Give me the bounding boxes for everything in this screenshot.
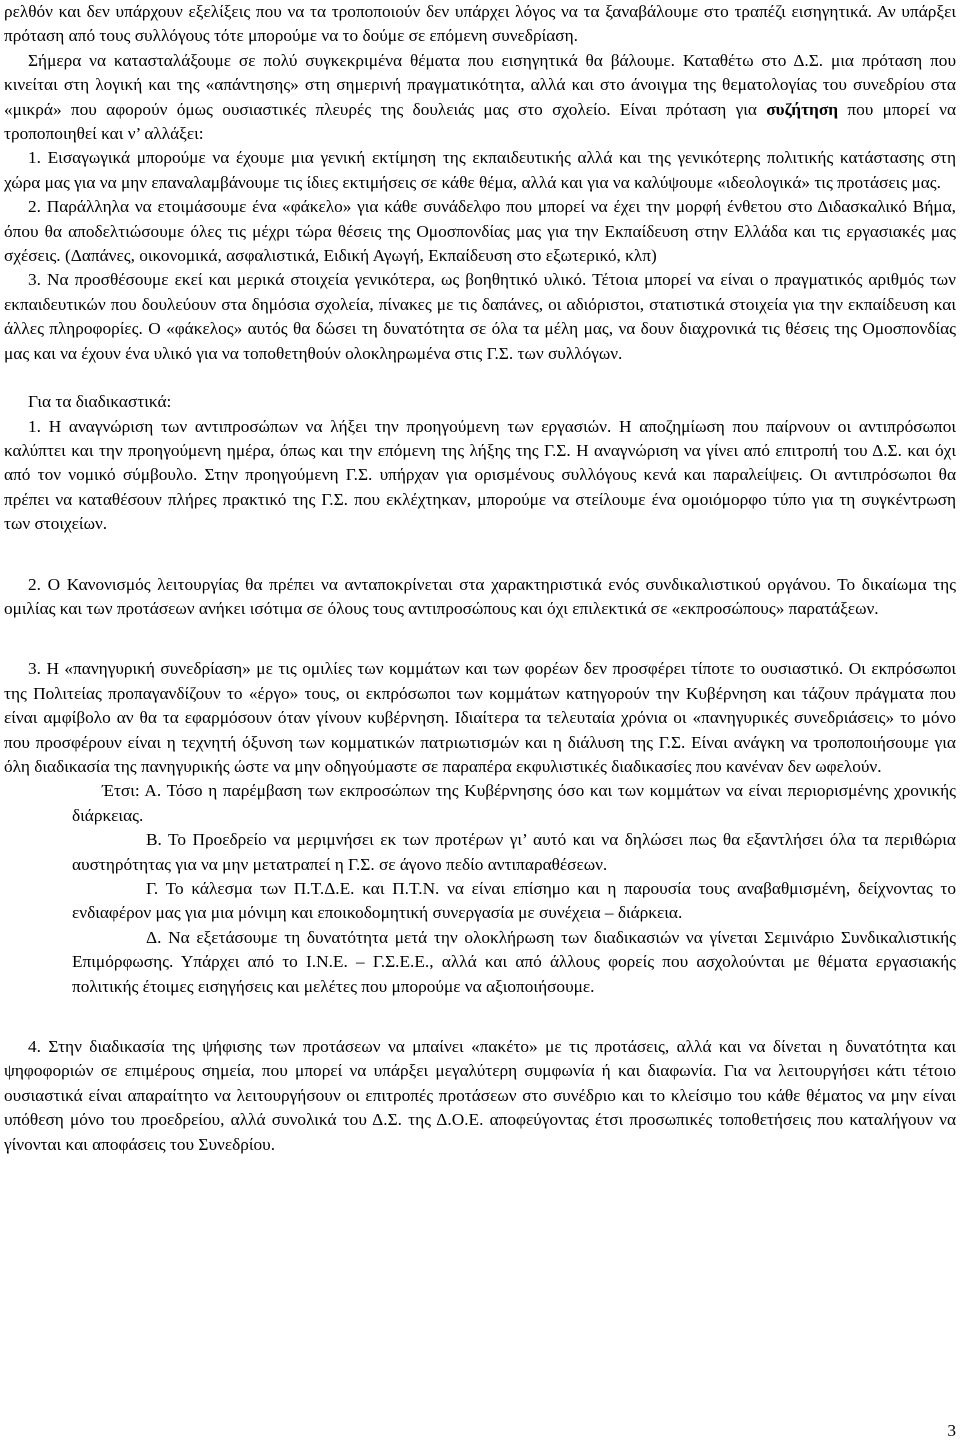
spacer — [4, 621, 956, 657]
sub-item-b: Β. Το Προεδρείο να μεριμνήσει εκ των προτέρων γι’ αυτό και να δηλώσει πως θα εξαντλήσει όλα τα περιθώρια αυστηρότητας για να μην μετατραπεί η Γ.Σ. σε άγονο πεδίο αντιπαραθέσεων. — [72, 830, 956, 874]
procedural-item-2: 2. Ο Κανονισμός λειτουργίας θα πρέπει να ανταποκρίνεται στα χαρακτηριστικά ενός συνδικαλιστικού οργάνου. Το δικαίωμα της ομιλίας και των προτάσεων ανήκει ισότιμα σε όλους τους αντιπροσώπους και όχι επιλεκτικά σε «εκπροσώπους» παρατάξεων. — [4, 574, 956, 618]
procedural-item-4: 4. Στην διαδικασία της ψήφισης των προτάσεων να μπαίνει «πακέτο» με τις προτάσεις, αλλά και να δίνεται η δυνατότητα και ψηφοφοριών σε επιμέρους σημεία, που μπορεί να υπάρξει μεγαλύτερη συμφωνία ή και διαφωνία. Για να λειτουργήσει κάτι τέτοιο ουσιαστικά είναι απαραίτητο να λειτουργήσουν οι επιτροπές προτάσεων στο συνέδριο και το κλείσιμο του κάθε θέματος να μην είναι υπόθεση μόνο του προεδρείου, αλλά συνολικά του Δ.Σ. της Δ.Ο.Ε. αποφεύγοντας έτσι προσωπικές τοποθετήσεις που καταλήγουν να γίνονται και αποφάσεις του Συνεδρίου. — [4, 1037, 956, 1154]
spacer — [4, 999, 956, 1035]
procedural-item-1: 1. Η αναγνώριση των αντιπροσώπων να λήξει την προηγούμενη των εργασιών. Η αποζημίωση που παίρνουν οι αντιπρόσωποι καλύπτει και την προηγούμενη ημέρα, όπως και την επόμενη της λήξης της Γ.Σ. Η αναγνώριση να γίνει από επιτροπή του Δ.Σ. και όχι από τον νομικό σύμβουλο. Στην προηγούμενη Γ.Σ. υπήρχαν για ορισμένους συλλόγους κενά και παραλείψεις. Οι αντιπρόσωποι θα πρέπει να καταθέσουν πλήρες πρακτικό της Γ.Σ. που εκλέχτηκαν, μπορούμε να στείλουμε ένα ομοιόμορφο τύπο για τη συγκέντρωση των στοιχείων. — [4, 416, 956, 534]
document-page — [4, 0, 956, 1157]
item-2-folder: 2. Παράλληλα να ετοιμάσουμε ένα «φάκελο» για κάθε συνάδελφο που μπορεί να έχει την μορφή ένθετου στο Διδασκαλικό Βήμα, όπου θα αποδελτιώσουμε όλες τις μέχρι τώρα θέσεις της Ομοσπονδίας μας για την Εκπαίδευση στην Ελλάδα και τις εργασιακές μας σχέσεις. (Δαπάνες, οικονομικά, ασφαλιστικά, Ειδική Αγωγή, Εκπαίδευση στο εξωτερικό, κλπ) — [4, 197, 956, 266]
proposal-text-end: που μπορεί να τροποποιηθεί και ν’ αλλάξει: — [4, 99, 956, 144]
procedural-item-3: 3. Η «πανηγυρική συνεδρίαση» με τις ομιλίες των κομμάτων και των φορέων δεν προσφέρει τίποτε το ουσιαστικό. Οι εκπρόσωποι της Πολιτείας προπαγανδίζουν το «έργο» τους, οι εκπρόσωποι των κομμάτων κατηγορούν την Κυβέρνηση και τάζουν πράγματα που είναι αμφίβολο αν θα τα εφαρμόσουν όταν γίνουν κυβέρνηση. Ιδιαίτερα τα τελευταία χρόνια οι «πανηγυρικές συνεδριάσεις» το μόνο που προσφέρουν είναι η τεχνητή όξυνση των κομματικών πατριωτισμών και η διάλυση της Γ.Σ. Είναι ανάγκη να τροποποιήσουμε για όλη διαδικασία της πανηγυρικής ώστε να μην οδηγούμαστε σε παραπέρα εκφυλιστικές διαδικασίες που κανέναν δεν ωφελούν. — [4, 659, 956, 776]
proposal-text: Σήμερα να κατασταλάξουμε σε πολύ συγκεκριμένα θέματα που εισηγητικά θα βάλουμε. Καταθέτω στο Δ.Σ. μια πρόταση που κινείται στη λογική και της «απάντησης» στη σημερινή πραγματικότητα, αλλά και στο άνοιγμα της θεματολογίας του συνεδρίου στα «μικρά» που αφορούν όμως ουσιαστικές πλευρές της δουλειάς μας στο σχολείο. Είναι πρόταση για — [4, 50, 956, 119]
item-1-introduction: 1. Εισαγωγικά μπορούμε να έχουμε μια γενική εκτίμηση της εκπαιδευτικής αλλά και της γενικότερης πολιτικής κατάστασης στη χώρα μας για να μην επαναλαμβάνουμε τις ίδιες εκτιμήσεις σε κάθε θέμα, αλλά και για να καλύψουμε «ιδεολογικά» τις προτάσεις μας. — [4, 148, 956, 192]
spacer — [4, 537, 956, 573]
sub-item-c: Γ. Το κάλεσμα των Π.Τ.Δ.Ε. και Π.Τ.Ν. να είναι επίσημο και η παρουσία τους αναβαθμισμένη, δείχνοντας το ενδιαφέρον μας για μια μόνιμη και εποικοδομητική συνεργασία με συνέχεια – διάρκεια. — [72, 879, 956, 923]
item-3-supporting-material: 3. Να προσθέσουμε εκεί και μερικά στοιχεία γενικότερα, ως βοηθητικό υλικό. Τέτοια μπορεί να είναι ο πραγματικός αριθμός των εκπαιδευτικών που δουλεύουν στα δημόσια σχολεία, πίνακες με τις δαπάνες, οι αδιόριστοι, στατιστικά στοιχεία για την εκπαίδευση και άλλες πληροφορίες. Ο «φάκελος» αυτός θα δώσει τη δυνατότητα σε όλα τα μέλη μας, να δουν διαχρονικά τις θέσεις της Ομοσπονδίας μας και να έχουν ένα υλικό για να τοποθετηθούν ολοκληρωμένα στις Γ.Σ. των συλλόγων. — [4, 270, 956, 363]
sub-items — [4, 779, 956, 999]
sub-item-a: Έτσι: Α. Τόσο η παρέμβαση των εκπροσώπων της Κυβέρνησης όσο και των κομμάτων να είναι περιορισμένης χρονικής διάρκειας. — [72, 781, 956, 825]
sub-item-d: Δ. Να εξετάσουμε τη δυνατότητα μετά την ολοκλήρωση των διαδικασιών να γίνεται Σεμινάριο Συνδικαλιστικής Επιμόρφωσης. Υπάρχει από το Ι.Ν.Ε. – Γ.Σ.Ε.Ε., αλλά και από άλλους φορείς που ασχολούνται με θέματα εργασιακής πολιτικής έτοιμες εισηγήσεις και μελέτες που μπορούμε να αξιοποιήσουμε. — [72, 927, 956, 996]
spacer — [4, 366, 956, 390]
proposal-emphasis: συζήτηση — [766, 99, 839, 119]
page-number: 3 — [947, 1421, 956, 1440]
paragraph-continuation: ρελθόν και δεν υπάρχουν εξελίξεις που να τα τροποποιούν δεν υπάρχει λόγος να τα ξαναβάλουμε στο τραπέζι εισηγητικά. Αν υπάρξει πρόταση από τους συλλόγους τότε μπορούμε να το δούμε σε επόμενη συνεδρίαση. — [4, 2, 956, 46]
paragraph-proposal — [4, 49, 956, 147]
procedural-heading: Για τα διαδικαστικά: — [28, 392, 172, 412]
